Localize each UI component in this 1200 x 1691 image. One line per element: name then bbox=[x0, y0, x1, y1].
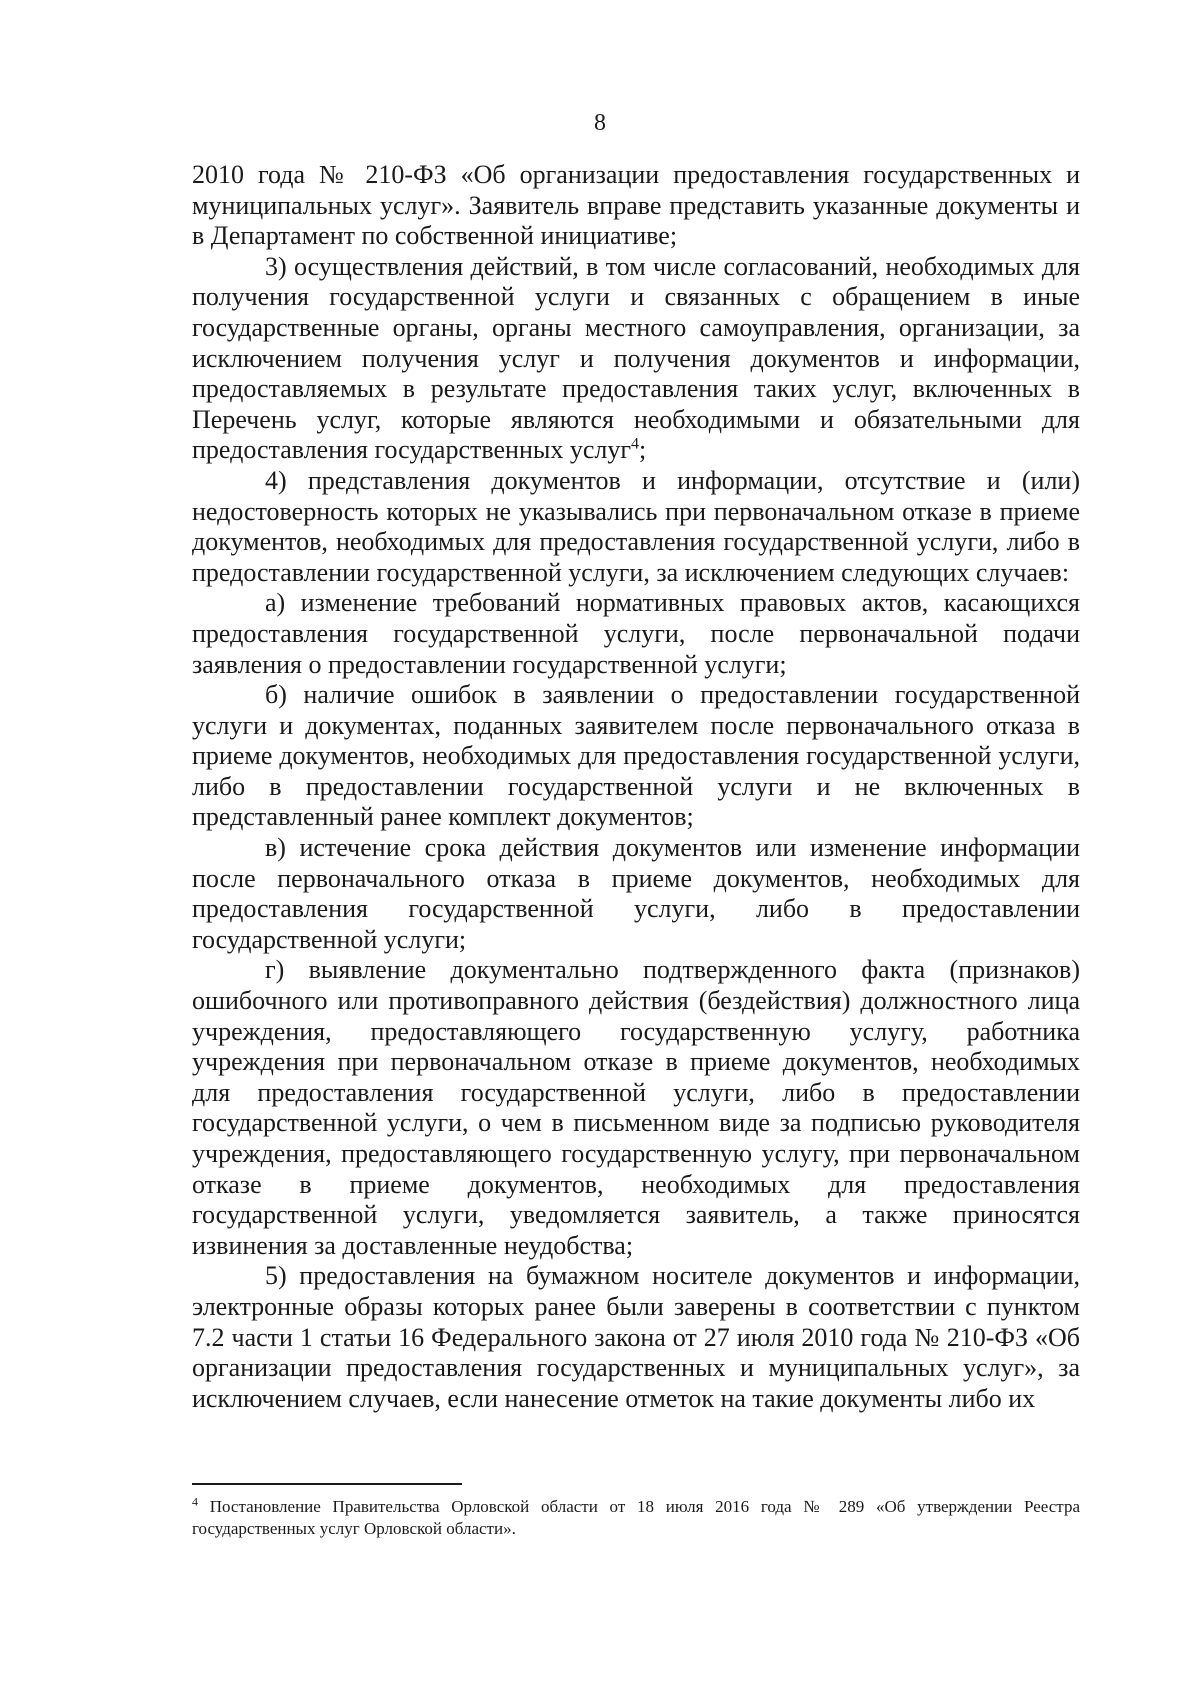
page-number: 8 bbox=[594, 110, 606, 136]
paragraph-item-5: 5) предоставления на бумажном носителе документов и информации, электронные образы которых ранее были заверены в соответствии с пунктом 7.2 части 1 статьи 16 Федерального закона от 27 июля 2010 года № 210-ФЗ «Об организации предоставления государственных и муниципальных услуг», за исключением случаев, если нанесение отметок на такие документы либо их bbox=[192, 1261, 1080, 1413]
footnote bbox=[192, 1496, 1080, 1540]
footnote-divider bbox=[192, 1483, 462, 1485]
footnote-marker: 4 bbox=[192, 1494, 198, 1509]
paragraph-item-4: 4) представления документов и информации, отсутствие и (или) недостоверность которых не указывались при первоначальном отказе в приеме документов, необходимых для предоставления государственной услуги, либо в предоставлении государственной услуги, за исключением следующих случаев: bbox=[192, 465, 1080, 587]
paragraph-item-4b: б) наличие ошибок в заявлении о предоставлении государственной услуги и документах, поданных заявителем после первоначального отказа в приеме документов, необходимых для предоставления государственной услуги, либо в предоставлении государственной услуги и не включенных в представленный ранее комплект документов; bbox=[192, 680, 1080, 832]
paragraph-item-4g: г) выявление документально подтвержденного факта (признаков) ошибочного или противоправного действия (бездействия) должностного лица учреждения, предоставляющего государственную услугу, работника учреждения при первоначальном отказе в приеме документов, необходимых для предоставления государственной услуги, либо в предоставлении государственной услуги, о чем в письменном виде за подписью руководителя учреждения, предоставляющего государственную услугу, при первоначальном отказе в приеме документов, необходимых для предоставления государственной услуги, уведомляется заявитель, а также приносятся извинения за доставленные неудобства; bbox=[192, 955, 1080, 1260]
footnote-reference[interactable]: 4 bbox=[631, 435, 640, 453]
paragraph-item-3: 3) осуществления действий, в том числе согласований, необходимых для получения государственной услуги и связанных с обращением в иные государственные органы, органы местного самоуправления, организации, за исключением получения услуг и получения документов и информации, предоставляемых в результате предоставления таких услуг, включенных в Перечень услуг, которые являются необходимыми и обязательными для предоставления государственных услуг$^4$; bbox=[192, 251, 1080, 465]
document-body bbox=[192, 160, 1080, 1414]
footnote-text: Постановление Правительства Орловской области от 18 июля 2016 года № 289 «Об утверждении Реестра государственных услуг Орловской области». bbox=[192, 1497, 1080, 1538]
paragraph-continuation: 2010 года № 210-ФЗ «Об организации предоставления государственных и муниципальных услуг». Заявитель вправе представить указанные документы и в Департамент по собственной инициативе; bbox=[192, 160, 1080, 251]
paragraph-item-4a: а) изменение требований нормативных правовых актов, касающихся предоставления государственной услуги, после первоначальной подачи заявления о предоставлении государственной услуги; bbox=[192, 588, 1080, 679]
paragraph-item-4v: в) истечение срока действия документов или изменение информации после первоначального отказа в приеме документов, необходимых для предоставления государственной услуги, либо в предоставлении государственной услуги; bbox=[192, 833, 1080, 954]
